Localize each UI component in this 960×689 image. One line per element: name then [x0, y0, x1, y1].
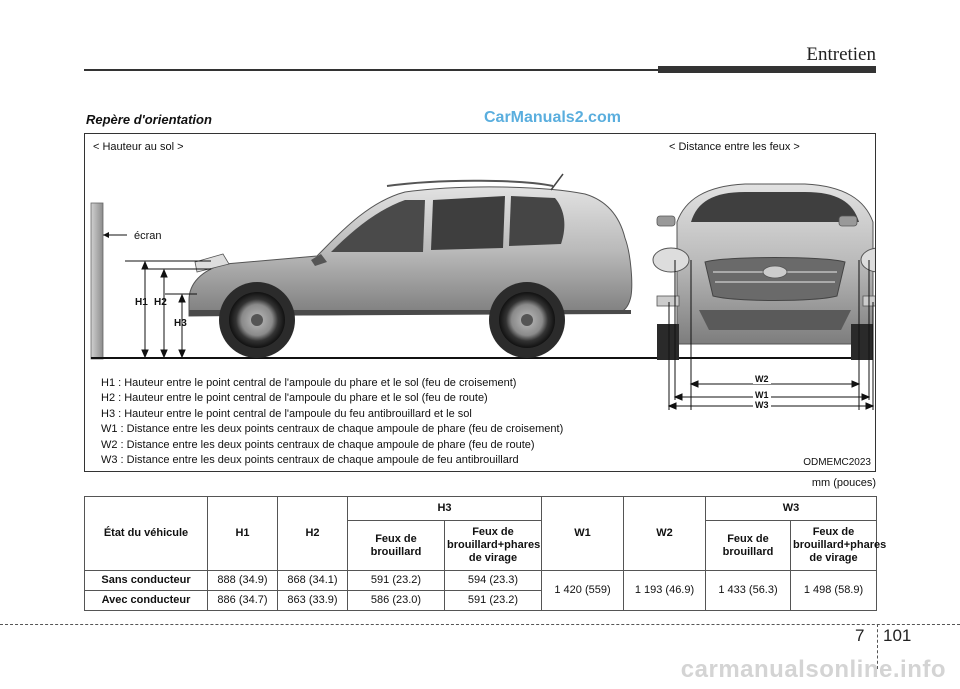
header-rule: [84, 69, 662, 71]
header-h3-fog: Feux de brouillard: [348, 521, 445, 571]
watermark-bottom: carmanualsonline.info: [680, 656, 946, 683]
ground-height-title: < Hauteur au sol >: [93, 141, 184, 153]
chapter-number: 7: [855, 626, 865, 645]
screen-wall: [91, 203, 103, 359]
header-rule-thick: [658, 66, 876, 73]
cell-w1: 1 420 (559): [542, 571, 624, 611]
cell-h1: 888 (34.9): [208, 571, 278, 591]
row-state: Avec conducteur: [85, 591, 208, 611]
row-state: Sans conducteur: [85, 571, 208, 591]
chapter-title: Entretien: [806, 44, 876, 65]
screen-label: écran: [134, 230, 162, 242]
header-w3-fog: Feux de brouillard: [706, 521, 791, 571]
h3-dimension-label: H3: [174, 318, 187, 329]
legend-item: H2 : Hauteur entre le point central de l'ampoule du phare et le sol (feu de route): [101, 392, 488, 405]
unit-note: mm (pouces): [811, 477, 876, 489]
dimension-legend: [101, 376, 563, 468]
cell-w3-fog: 1 433 (56.3): [706, 571, 791, 611]
cell-h2: 868 (34.1): [278, 571, 348, 591]
cell-h3-fog-cornering: 594 (23.3): [445, 571, 542, 591]
header-w3-fog-cornering: Feux de brouillard+phares de virage: [791, 521, 877, 571]
header-w2: W2: [624, 497, 706, 571]
cell-h3-fog-cornering: 591 (23.2): [445, 591, 542, 611]
w3-dimension-label: W3: [755, 400, 769, 410]
cell-w3-fog-cornering: 1 498 (58.9): [791, 571, 877, 611]
header-h3: H3: [348, 497, 542, 521]
cell-h2: 863 (33.9): [278, 591, 348, 611]
header-w1: W1: [542, 497, 624, 571]
header-h1: H1: [208, 497, 278, 571]
watermark-top: CarManuals2.com: [484, 109, 621, 126]
cell-w2: 1 193 (46.9): [624, 571, 706, 611]
legend-item: W3 : Distance entre les deux points centraux de chaque ampoule de feu antibrouillard: [101, 454, 519, 467]
table-row: [85, 571, 877, 591]
header-vehicle-state: État du véhicule: [85, 497, 208, 571]
legend-item: W1 : Distance entre les deux points centraux de chaque ampoule de phare (feu de croisement): [101, 423, 564, 436]
footer-divider: [0, 624, 960, 625]
cell-h1: 886 (34.7): [208, 591, 278, 611]
w1-dimension-label: W1: [755, 390, 769, 400]
headlamp-aiming-figure: [84, 133, 876, 472]
front-view-car: [653, 184, 875, 360]
side-view-car: [189, 174, 632, 358]
section-heading: Repère d'orientation: [86, 112, 212, 127]
legend-item: H1 : Hauteur entre le point central de l'ampoule du phare et le sol (feu de croisement): [101, 377, 517, 389]
legend-item: H3 : Hauteur entre le point central de l'ampoule du feu antibrouillard et le sol: [101, 407, 472, 420]
w2-dimension-label: W2: [755, 374, 769, 384]
cell-h3-fog: 586 (23.0): [348, 591, 445, 611]
legend-item: W2 : Distance entre les deux points centraux de chaque ampoule de phare (feu de route): [101, 438, 535, 451]
h2-dimension-label: H2: [154, 297, 167, 308]
cell-h3-fog: 591 (23.2): [348, 571, 445, 591]
aiming-spec-table: [84, 496, 887, 611]
lamp-distance-title: < Distance entre les feux >: [669, 141, 800, 153]
header-h3-fog-cornering: Feux de brouillard+phares de virage: [445, 521, 542, 571]
page-number: 101: [883, 626, 912, 645]
header-h2: H2: [278, 497, 348, 571]
figure-code: ODMEMC2023: [803, 457, 871, 468]
h1-dimension-label: H1: [135, 297, 148, 308]
header-w3: W3: [706, 497, 877, 521]
